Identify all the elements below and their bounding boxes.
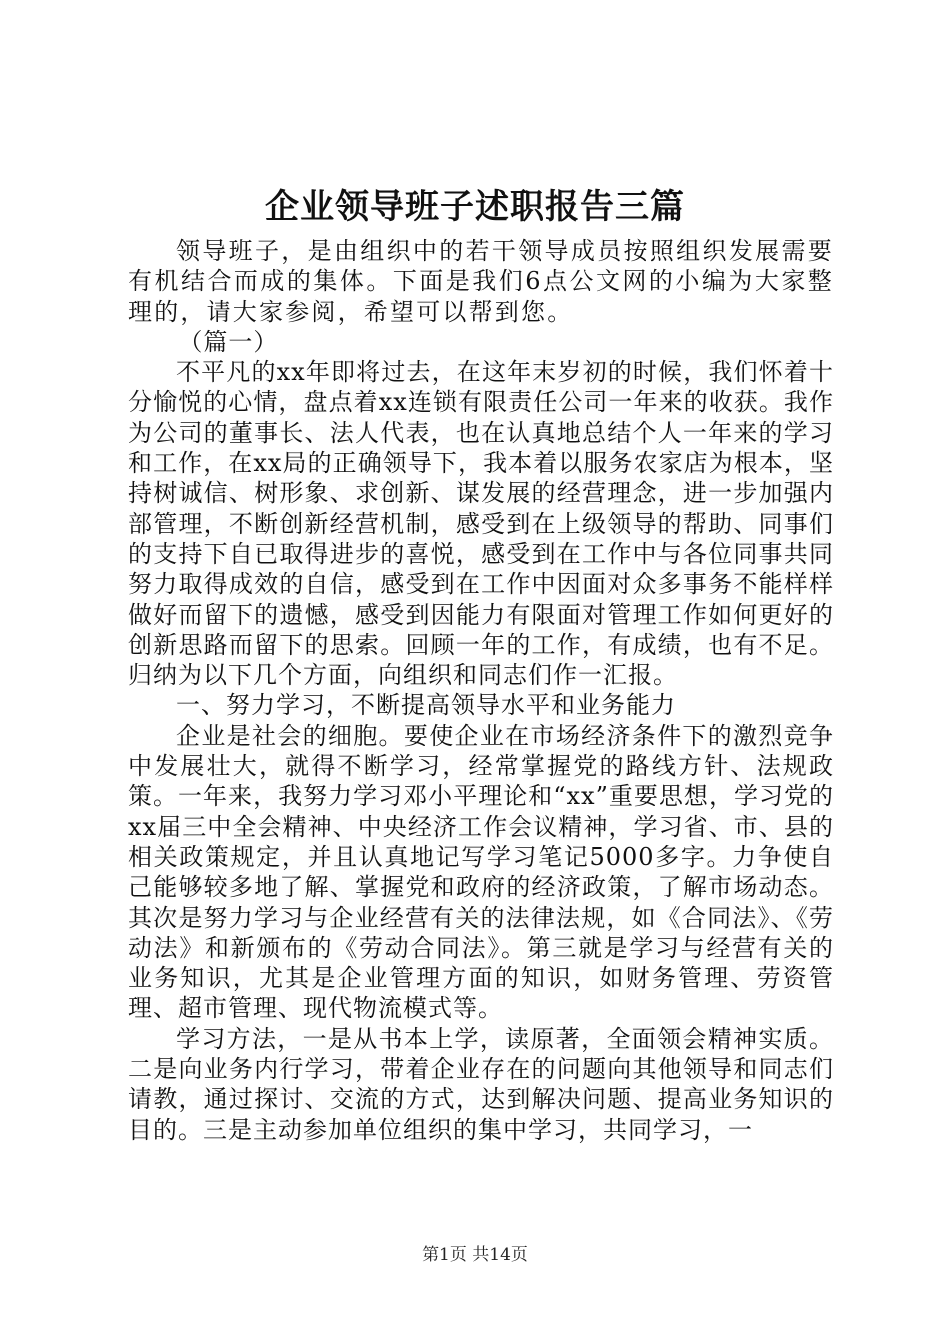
document-title: 企业领导班子述职报告三篇 [265, 187, 685, 227]
section-heading: 一、努力学习，不断提高领导水平和业务能力 [176, 691, 676, 720]
body-paragraph: 学习方法，一是从书本上学，读原著，全面领会精神实质。二是向业务内行学习，带着企业存在的问题向其他领导和同志们请教，通过探讨、交流的方式，达到解决问题、提高业务知识的目的。三是主动参加单位组织的集中学习，共同学习，一 [128, 1024, 834, 1144]
page-footer: 第1页 共14页 [422, 1245, 528, 1265]
body-paragraph: 不平凡的xx年即将过去，在这年末岁初的时候，我们怀着十分愉悦的心情，盘点着xx连锁有限责任公司一年来的收获。我作为公司的董事长、法人代表，也在认真地总结个人一年来的学习和工作，在xx局的正确领导下，我本着以服务农家店为根本，坚持树诚信、树形象、求创新、谋发展的经营理念，进一步加强内部管理，不断创新经营机制，感受到在上级领导的帮助、同事们的支持下自已取得进步的喜悦，感受到在工作中与各位同事共同努力取得成效的自信，感受到在工作中因面对众多事务不能样样做好而留下的遗憾，感受到因能力有限面对管理工作如何更好的创新思路而留下的思索。回顾一年的工作，有成绩，也有不足。归纳为以下几个方面，向组织和同志们作一汇报。 [128, 358, 834, 690]
document-body [128, 236, 834, 1145]
body-paragraph: 企业是社会的细胞。要使企业在市场经济条件下的激烈竞争中发展壮大，就得不断学习，经常掌握党的路线方针、法规政策。一年来，我努力学习邓小平理论和“xx”重要思想，学习党的xx届三中全会精神、中央经济工作会议精神，学习省、市、县的相关政策规定，并且认真地记写学习笔记5000多字。力争使自己能够较多地了解、掌握党和政府的经济政策，了解市场动态。其次是努力学习与企业经营有关的法律法规，如《合同法》、《劳动法》和新颁布的《劳动合同法》。第三就是学习与经营有关的业务知识，尤其是企业管理方面的知识，如财务管理、劳资管理、超市管理、现代物流模式等。 [128, 721, 834, 1023]
part-one-heading: （篇一） [178, 327, 279, 356]
intro-paragraph: 领导班子，是由组织中的若干领导成员按照组织发展需要有机结合而成的集体。下面是我们6点公文网的小编为大家整理的，请大家参阅，希望可以帮到您。 [128, 237, 834, 326]
